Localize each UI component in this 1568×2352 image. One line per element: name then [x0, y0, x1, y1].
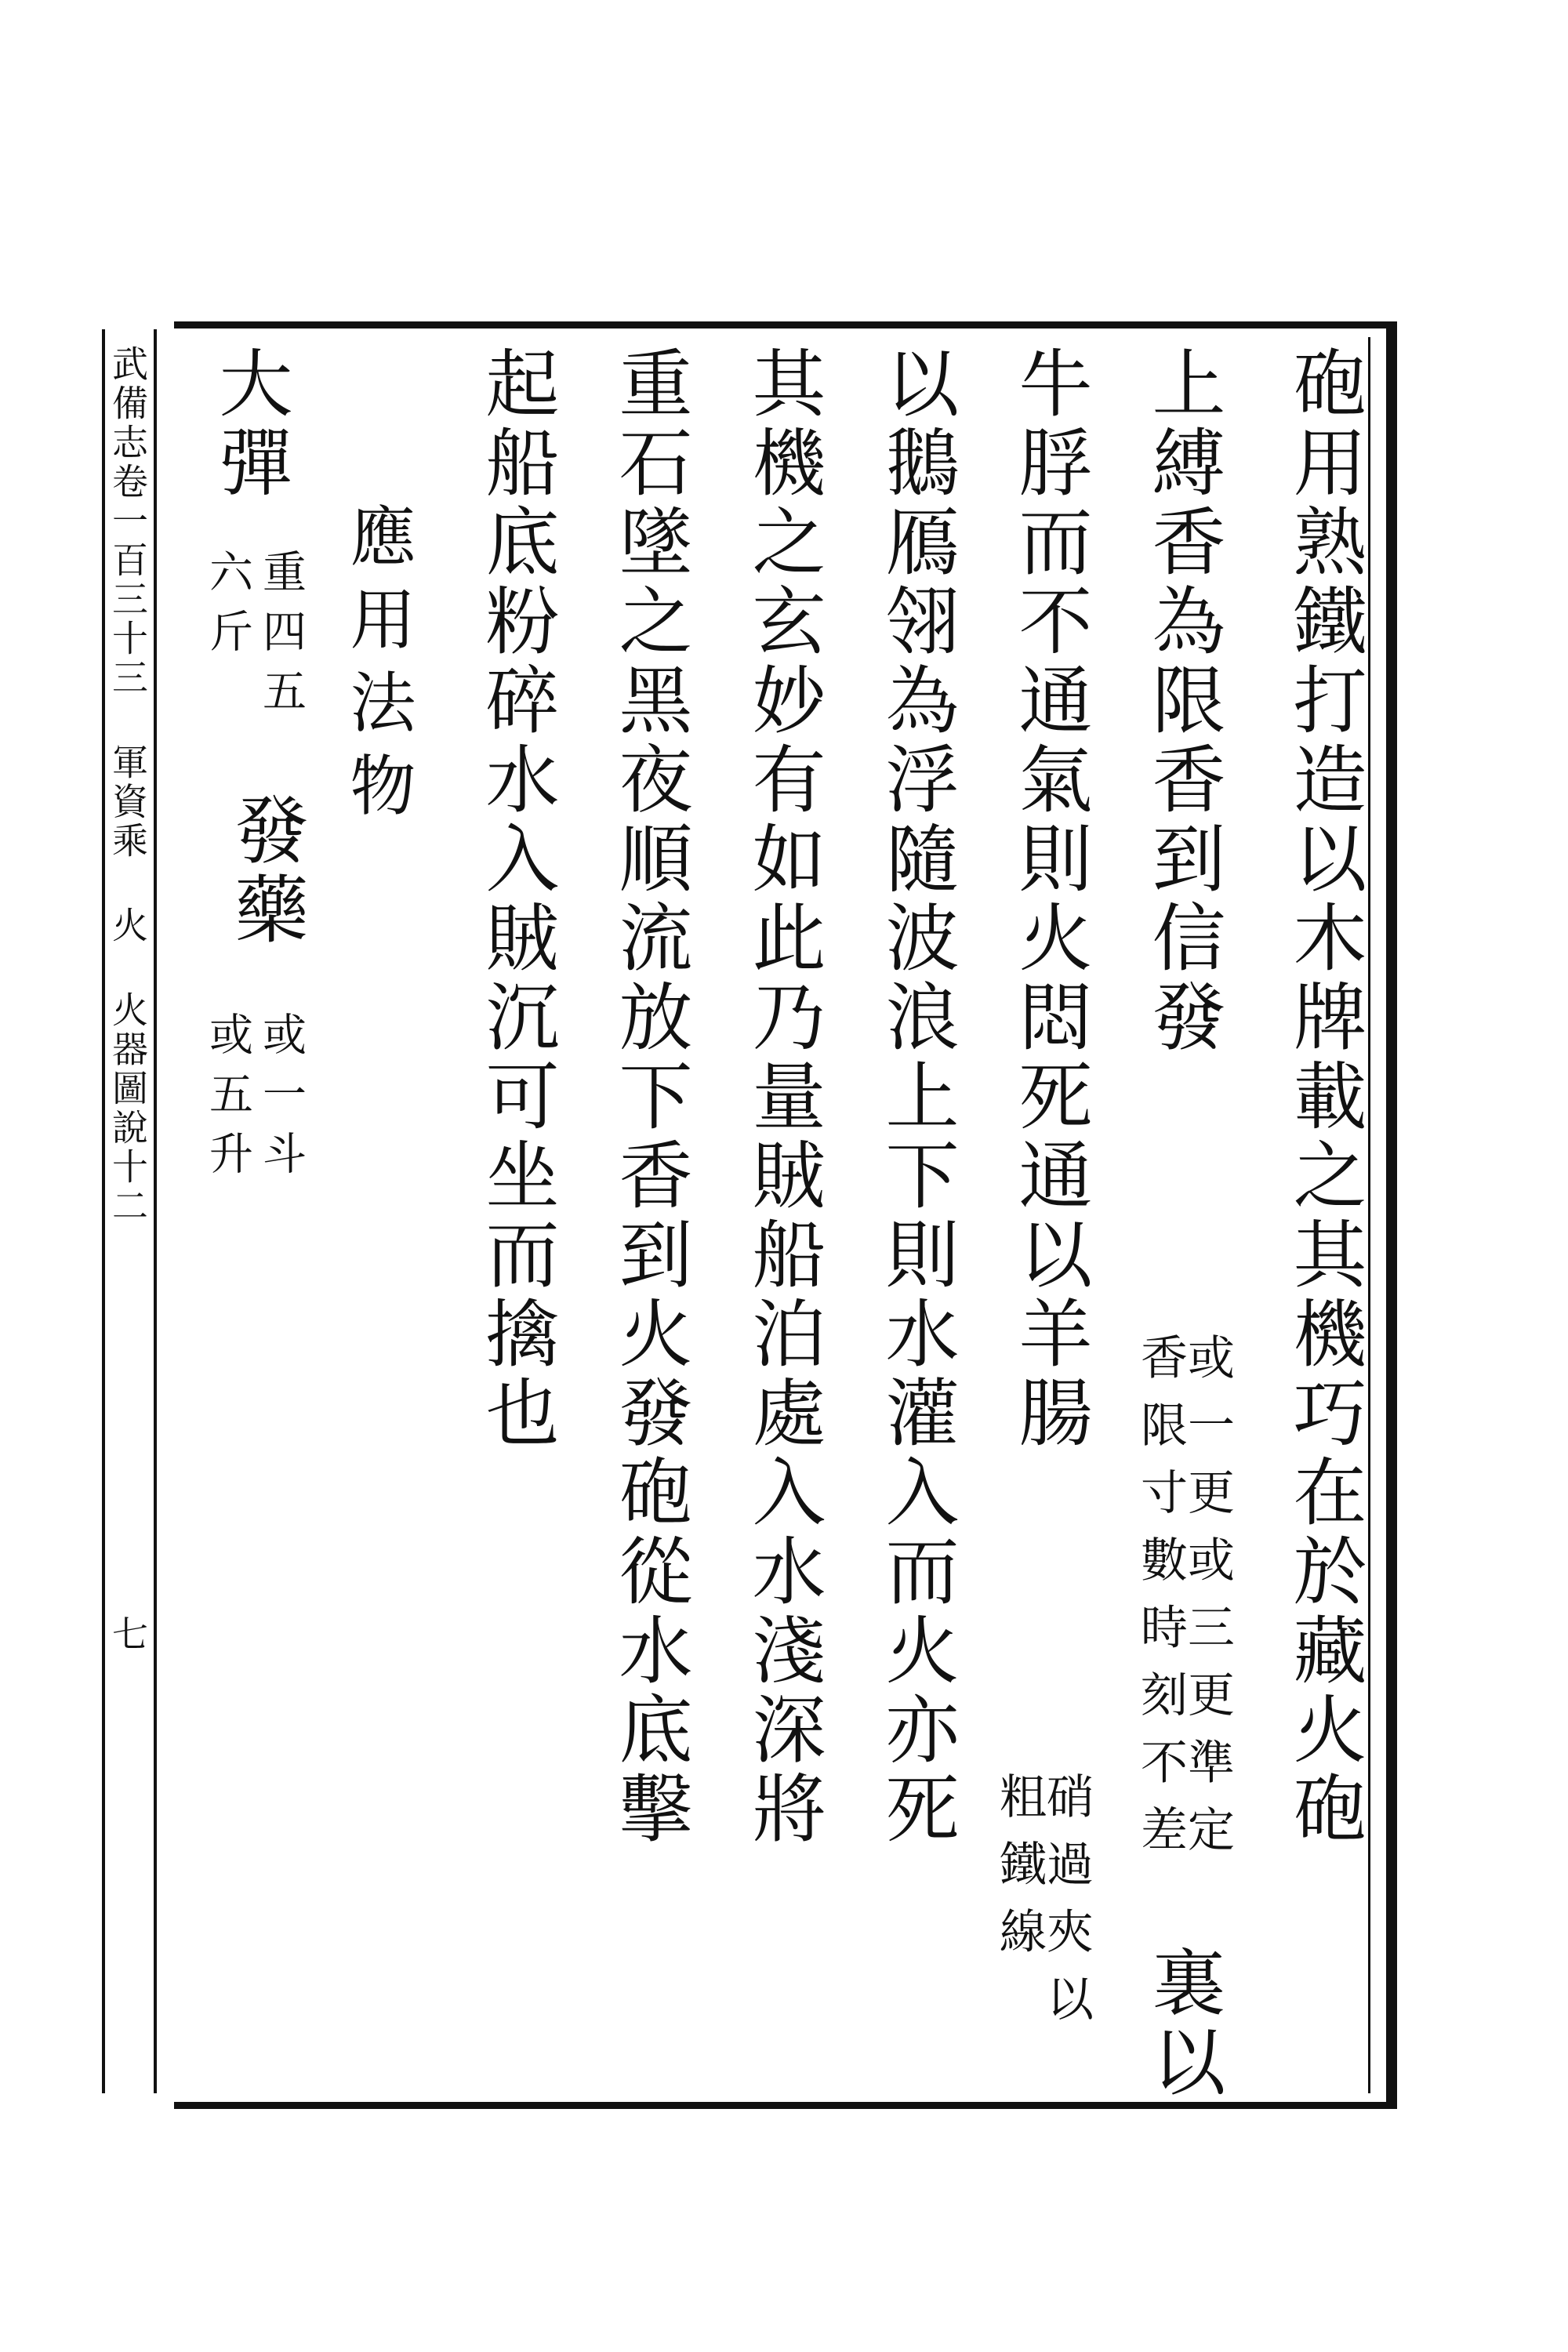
item2-name: 發藥 [222, 792, 307, 950]
column-3-note-left: 粗鐵線 [992, 1772, 1047, 1974]
inner-border-rule [1368, 337, 1370, 2093]
margin-title: 武備志卷一百三十三 軍資乘 火 火器圖說十二 [107, 345, 149, 1226]
item-name: 大彈 [206, 345, 292, 503]
main-column-2: 上縛香為限香到信發 [1139, 345, 1225, 1058]
column-2-end: 裏以 [1139, 1944, 1225, 2103]
column-3-note-right: 硝過夾以 [1039, 1772, 1094, 2042]
main-column-1: 砲用熟鐵打造以木牌載之其機巧在於藏火砲 [1280, 345, 1366, 1849]
main-column-7: 起船底粉碎水入賊沉可坐而擒也 [473, 345, 558, 1454]
main-column-6: 重石墜之黑夜順流放下香到火發砲從水底擊 [606, 345, 691, 1849]
section-heading: 應用法物 [339, 502, 416, 834]
page-number: 七 [107, 1615, 149, 1651]
item2-note-right: 或一斗 [256, 1011, 307, 1190]
main-column-4: 以鵝鴈翎為浮隨波浪上下則水灌入而火亦死 [873, 345, 958, 1849]
column-2-note-right: 或一更或三更準定 [1180, 1333, 1235, 1872]
column-2-note-left: 香限寸數時刻不差 [1133, 1333, 1188, 1872]
main-column-3: 牛脬而不通氣則火悶死通以羊腸 [1006, 345, 1091, 1454]
main-column-5: 其機之玄妙有如此乃量賊船泊處入水淺深將 [739, 345, 825, 1849]
item-note-left: 六斤 [202, 549, 253, 668]
item2-note-left: 或五升 [202, 1011, 253, 1190]
item-note-right: 重四五 [256, 549, 307, 728]
